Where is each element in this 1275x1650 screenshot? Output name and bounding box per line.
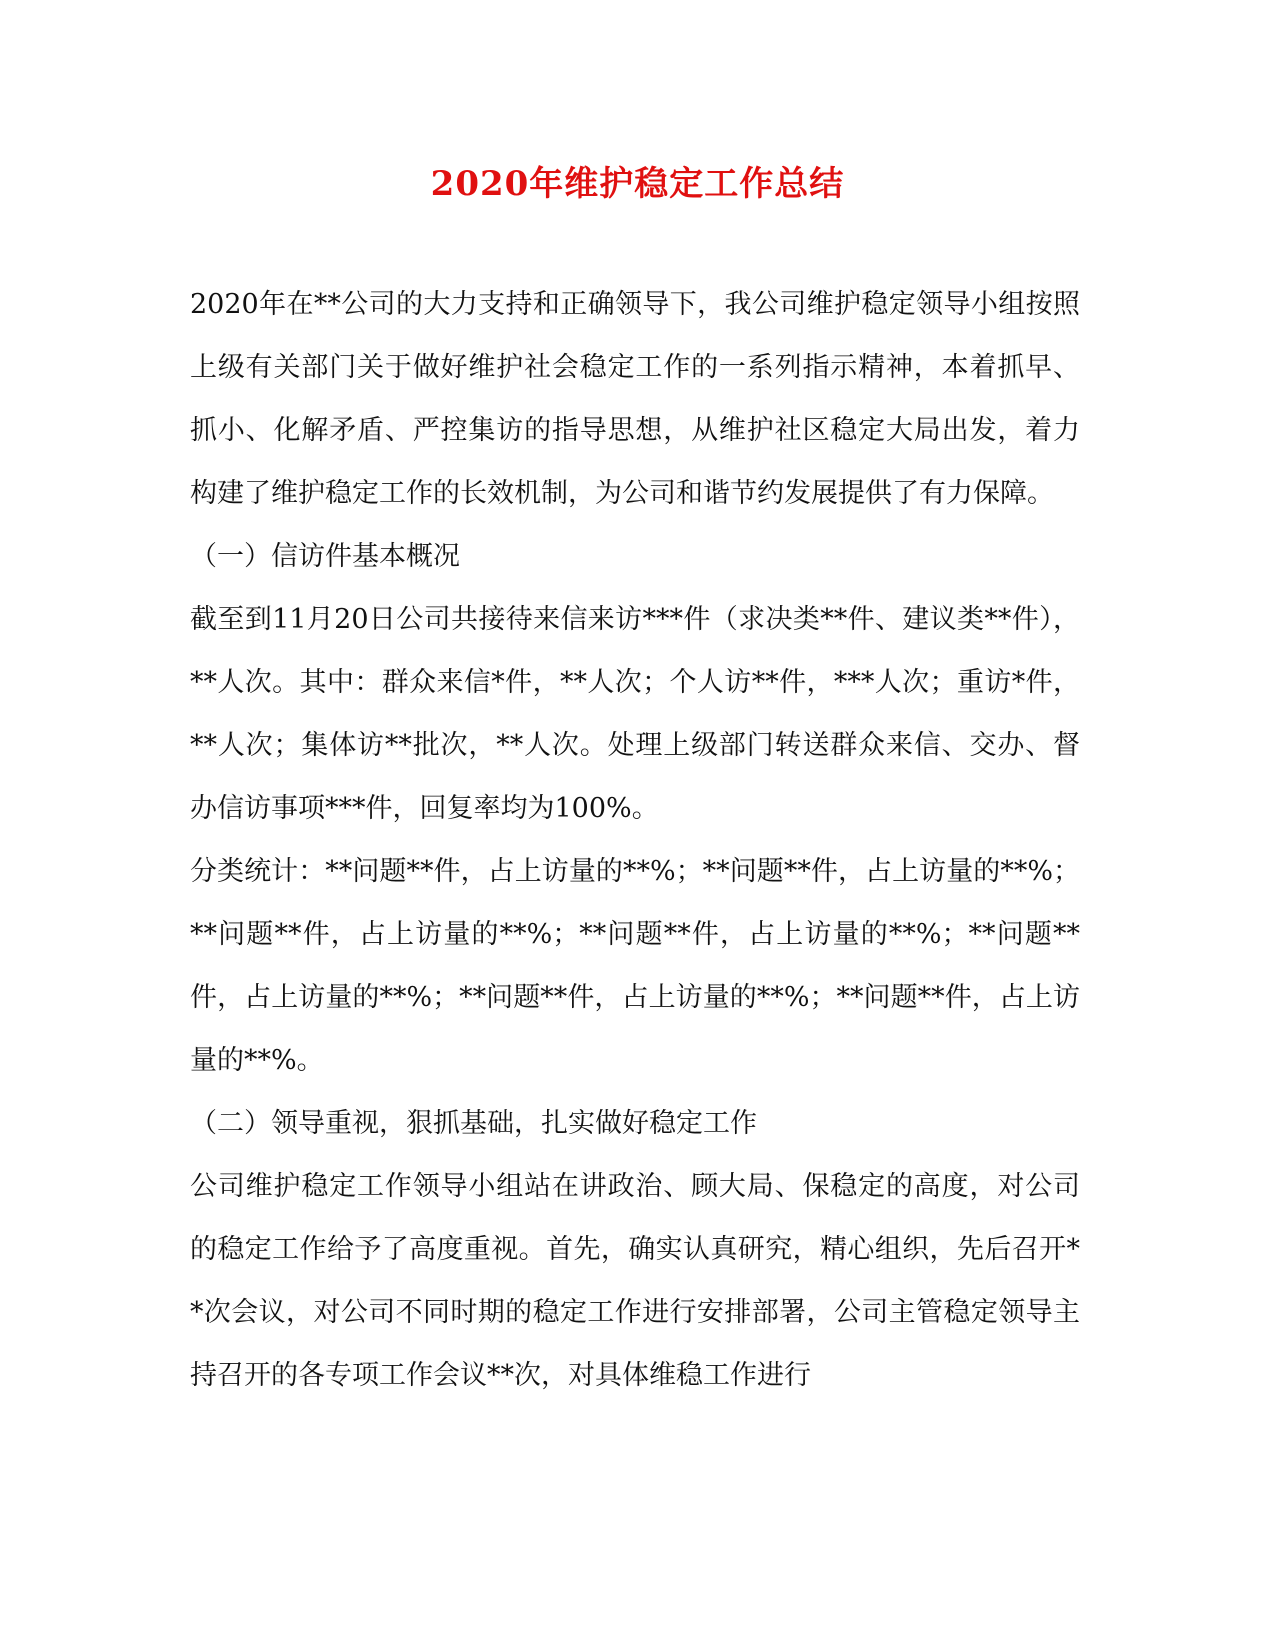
document-body xyxy=(190,273,1080,1407)
classification-statistics-paragraph: 分类统计：**问题**件，占上访量的**%；**问题**件，占上访量的**%；**问题**件，占上访量的**%；**问题**件，占上访量的**%；**问题**件，占上访量的**%；**问题**件，占上访量的**%；**问题**件，占上访量的**%。 xyxy=(190,856,1080,1076)
section-heading-2: （二）领导重视，狠抓基础，扎实做好稳定工作 xyxy=(190,1108,757,1139)
intro-paragraph: 2020年在**公司的大力支持和正确领导下，我公司维护稳定领导小组按照上级有关部门关于做好维护社会稳定工作的一系列指示精神，本着抓早、抓小、化解矛盾、严控集访的指导思想，从维护社区稳定大局出发，着力构建了维护稳定工作的长效机制，为公司和谐节约发展提供了有力保障。 xyxy=(190,289,1080,509)
document-title: 2020年维护稳定工作总结 xyxy=(430,164,845,204)
petition-overview-paragraph: 截至到11月20日公司共接待来信来访***件（求决类**件、建议类**件），**人次。其中：群众来信*件，**人次；个人访**件，***人次；重访*件，**人次；集体访**批次，**人次。处理上级部门转送群众来信、交办、督办信访事项***件，回复率均为100%。 xyxy=(190,604,1080,824)
section-heading-1: （一）信访件基本概况 xyxy=(190,541,460,572)
leadership-paragraph: 公司维护稳定工作领导小组站在讲政治、顾大局、保稳定的高度，对公司的稳定工作给予了高度重视。首先，确实认真研究，精心组织，先后召开**次会议，对公司不同时期的稳定工作进行安排部署，公司主管稳定领导主持召开的各专项工作会议**次，对具体维稳工作进行 xyxy=(190,1171,1080,1391)
